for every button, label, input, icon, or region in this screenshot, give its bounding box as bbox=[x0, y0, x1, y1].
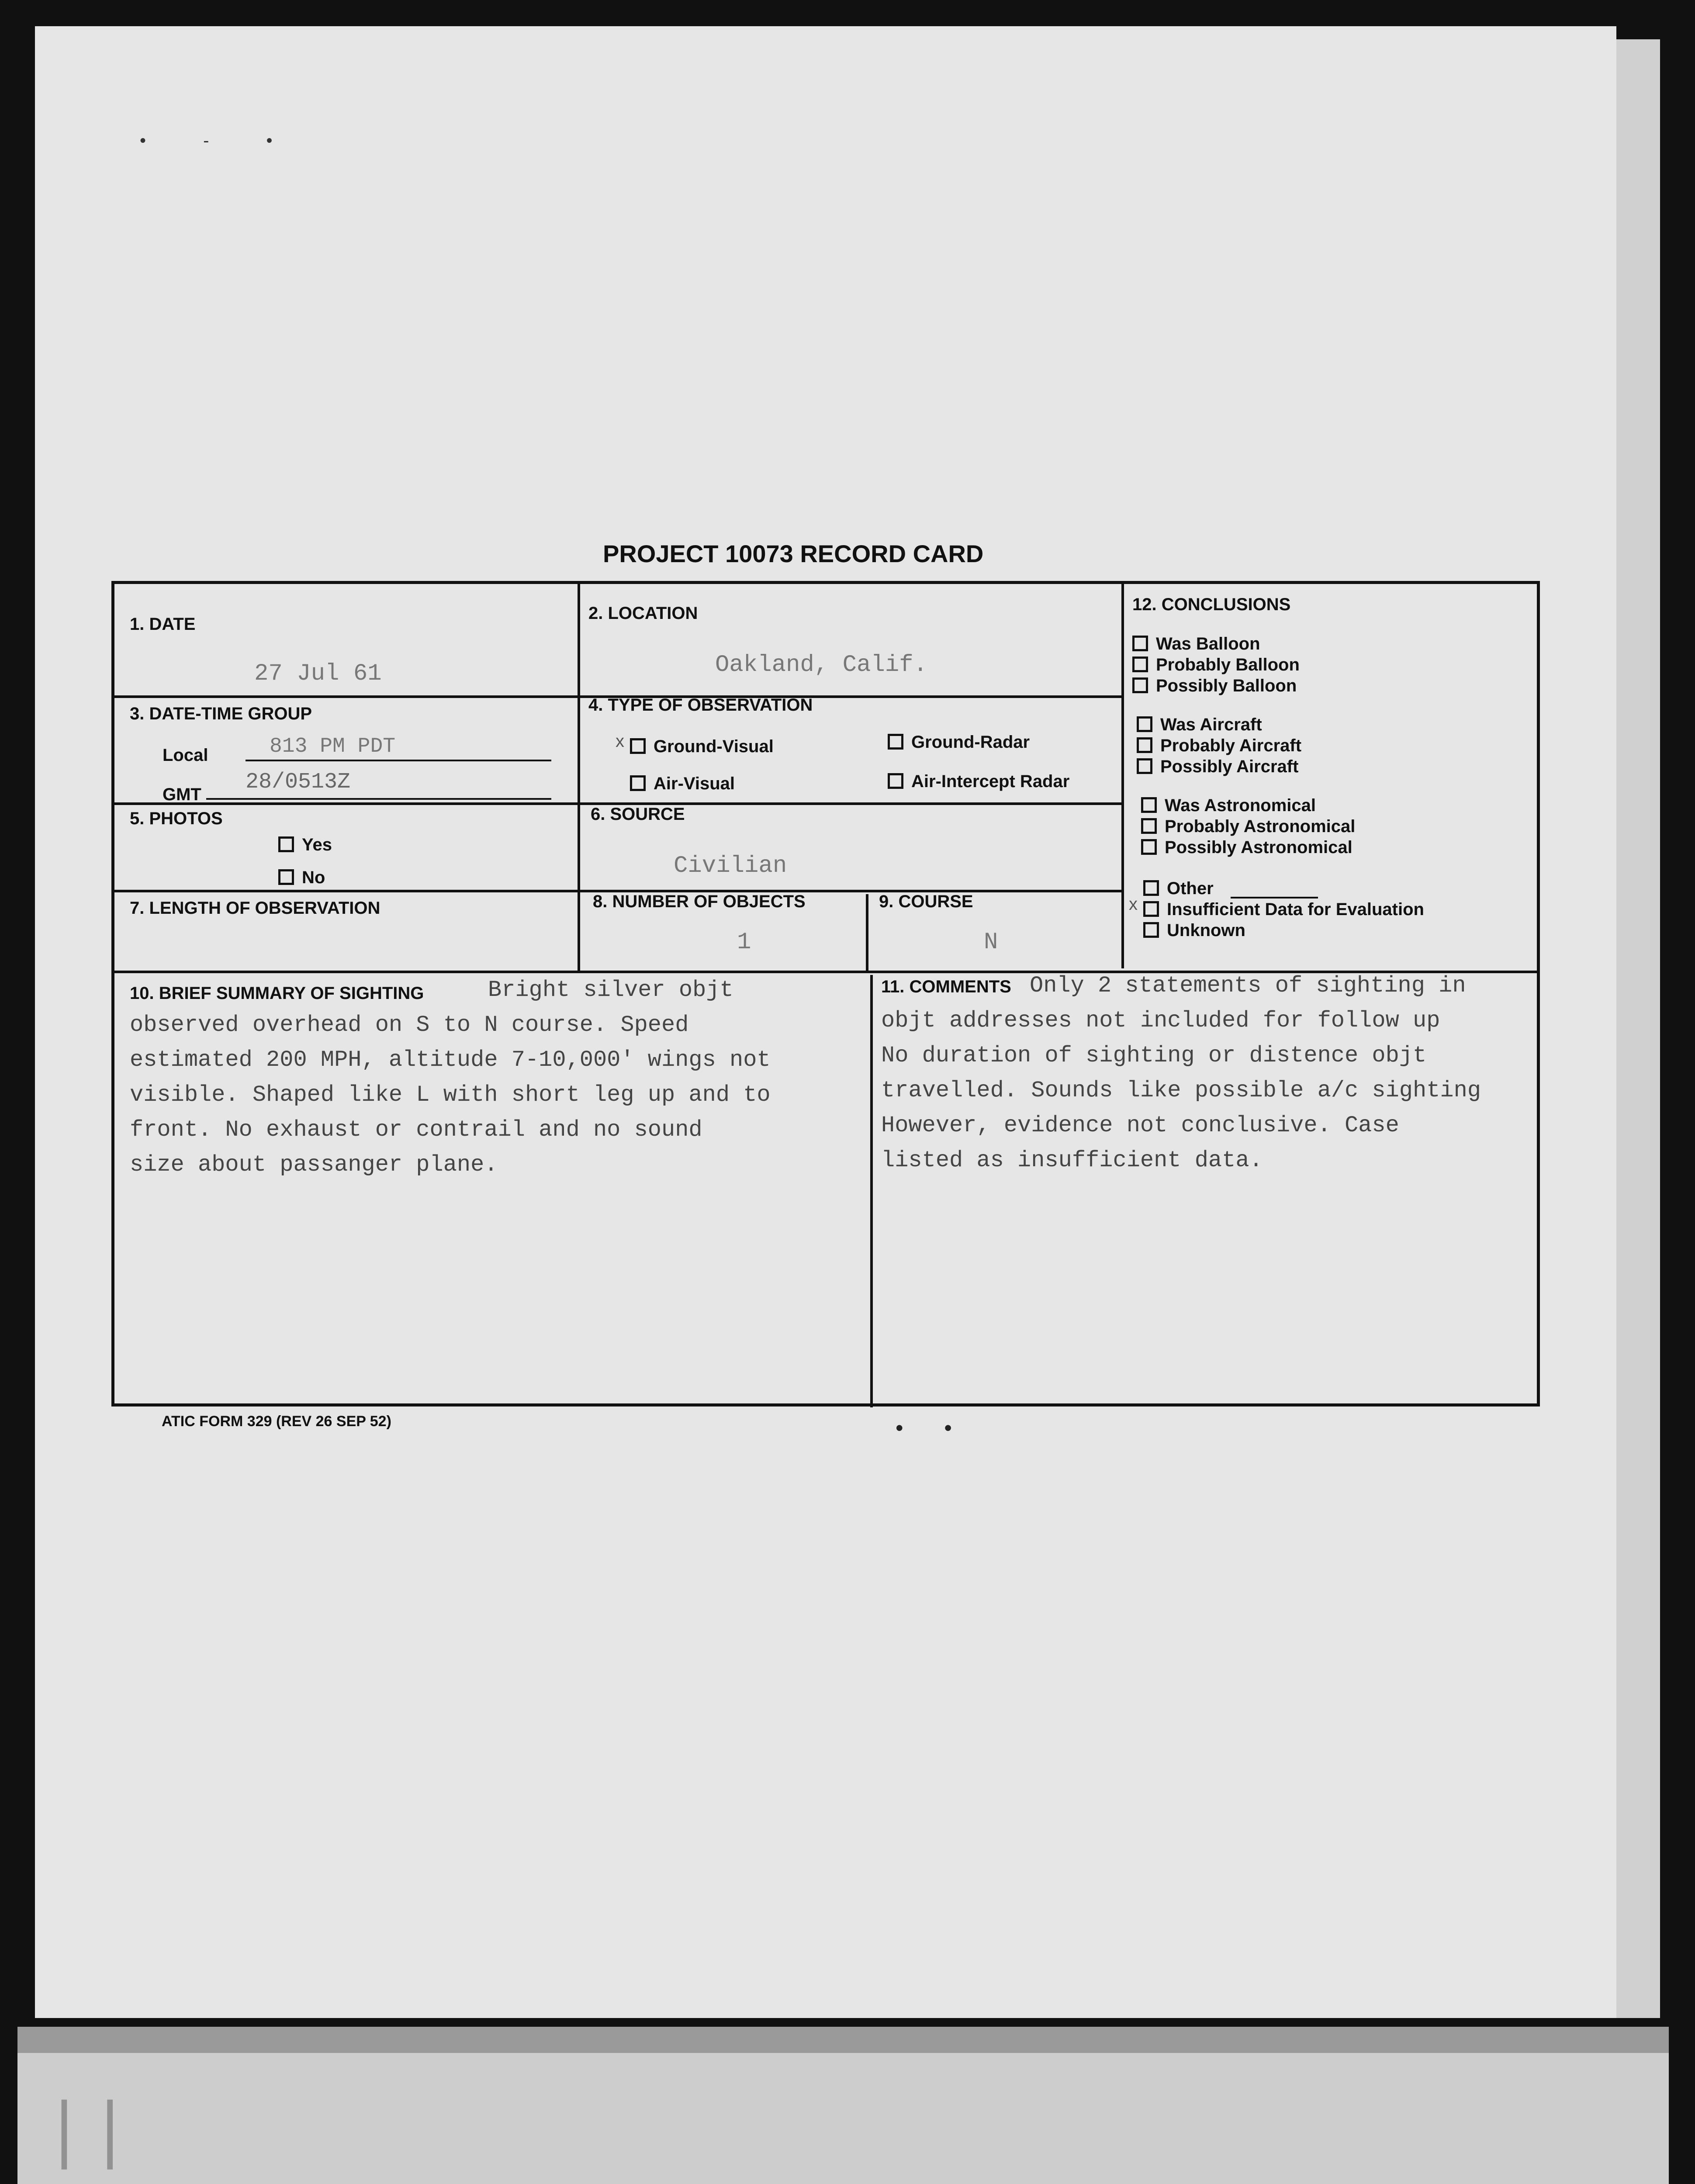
divider-v-conclusions bbox=[1121, 584, 1124, 968]
checkbox-photos-no-icon bbox=[278, 869, 294, 885]
checkbox-was-aircraft-icon bbox=[1137, 716, 1152, 732]
summary-line-1: Bright silver objt bbox=[488, 977, 733, 1003]
option-air-intercept-radar: Air-Intercept Radar bbox=[888, 772, 1069, 791]
checkbox-probably-aircraft-icon bbox=[1137, 737, 1152, 753]
conclusion-possibly-aircraft: Possibly Aircraft bbox=[1137, 757, 1298, 777]
conclusion-insufficient-data: xInsufficient Data for Evaluation bbox=[1143, 900, 1424, 919]
location-label: 2. LOCATION bbox=[588, 604, 698, 623]
option-photos-yes: Yes bbox=[278, 835, 332, 855]
conclusions-label: 12. CONCLUSIONS bbox=[1132, 595, 1291, 614]
checkbox-was-balloon-icon bbox=[1132, 636, 1148, 651]
num-objects-label: 8. NUMBER OF OBJECTS bbox=[593, 892, 806, 911]
option-ground-radar: Ground-Radar bbox=[888, 733, 1030, 752]
checkbox-other-icon bbox=[1143, 880, 1159, 896]
checkbox-unknown-icon bbox=[1143, 922, 1159, 938]
option-ground-visual: xGround-Visual bbox=[630, 737, 774, 757]
divider-v-left bbox=[578, 584, 580, 973]
form-footer: ATIC FORM 329 (REV 26 SEP 52) bbox=[162, 1413, 391, 1430]
other-underline bbox=[1231, 897, 1318, 898]
source-value: Civilian bbox=[674, 853, 787, 879]
dtg-label: 3. DATE-TIME GROUP bbox=[130, 704, 312, 723]
checkbox-probably-balloon-icon bbox=[1132, 657, 1148, 672]
conclusion-probably-balloon: Probably Balloon bbox=[1132, 655, 1300, 675]
course-value: N bbox=[984, 929, 998, 956]
checkbox-possibly-aircraft-icon bbox=[1137, 758, 1152, 774]
date-label: 1. DATE bbox=[130, 615, 196, 634]
conclusion-was-aircraft: Was Aircraft bbox=[1137, 715, 1262, 735]
summary-line-5: front. No exhaust or contrail and no sound bbox=[130, 1117, 702, 1143]
course-label: 9. COURSE bbox=[879, 892, 973, 911]
dtg-local-value: 813 PM PDT bbox=[270, 735, 396, 758]
summary-line-4: visible. Shaped like L with short leg up and to bbox=[130, 1082, 771, 1108]
summary-label: 10. BRIEF SUMMARY OF SIGHTING bbox=[130, 984, 424, 1003]
checkbox-air-intercept-radar-icon bbox=[888, 773, 903, 789]
comments-line-5: However, evidence not conclusive. Case bbox=[881, 1113, 1399, 1138]
option-photos-no: No bbox=[278, 868, 325, 888]
num-objects-value: 1 bbox=[737, 929, 751, 956]
checkbox-probably-astronomical-icon bbox=[1141, 818, 1157, 834]
conclusion-probably-aircraft: Probably Aircraft bbox=[1137, 736, 1301, 756]
checkbox-photos-yes-icon bbox=[278, 836, 294, 852]
lower-scan-strip bbox=[17, 2027, 1669, 2184]
checkbox-insufficient-data-icon bbox=[1143, 901, 1159, 917]
comments-label: 11. COMMENTS bbox=[881, 977, 1011, 996]
comments-line-1: Only 2 statements of sighting in bbox=[1030, 973, 1466, 999]
dtg-local-underline bbox=[246, 760, 551, 761]
summary-line-3: estimated 200 MPH, altitude 7-10,000' wings not bbox=[130, 1047, 771, 1073]
checkbox-possibly-balloon-icon bbox=[1132, 677, 1148, 693]
conclusion-was-balloon: Was Balloon bbox=[1132, 634, 1260, 654]
summary-line-2: observed overhead on S to N course. Speed bbox=[130, 1012, 689, 1038]
checkbox-ground-radar-icon bbox=[888, 734, 903, 750]
stray-marks: • - • bbox=[140, 131, 299, 150]
conclusion-other: Other bbox=[1143, 879, 1214, 898]
dtg-gmt-value: 28/0513Z bbox=[246, 770, 351, 795]
divider-v-comments bbox=[870, 975, 873, 1407]
dtg-gmt-underline bbox=[206, 798, 551, 800]
checkbox-ground-visual-icon bbox=[630, 738, 646, 754]
source-label: 6. SOURCE bbox=[591, 805, 685, 824]
dtg-local-label: Local bbox=[163, 746, 208, 765]
photos-label: 5. PHOTOS bbox=[130, 809, 223, 828]
divider-v-course bbox=[866, 894, 868, 973]
comments-line-6: listed as insufficient data. bbox=[881, 1147, 1263, 1173]
conclusion-was-astronomical: Was Astronomical bbox=[1141, 796, 1316, 816]
conclusion-possibly-balloon: Possibly Balloon bbox=[1132, 676, 1297, 696]
option-air-visual: Air-Visual bbox=[630, 774, 735, 794]
scribble-mark: | | bbox=[52, 2088, 122, 2170]
dtg-gmt-label: GMT bbox=[163, 785, 201, 804]
paper-edge bbox=[1616, 39, 1660, 2018]
summary-line-6: size about passanger plane. bbox=[130, 1152, 498, 1178]
conclusion-unknown: Unknown bbox=[1143, 921, 1245, 940]
record-card bbox=[111, 581, 1540, 1406]
comments-line-2: objt addresses not included for follow up bbox=[881, 1008, 1440, 1033]
length-label: 7. LENGTH OF OBSERVATION bbox=[130, 898, 381, 918]
conclusion-possibly-astronomical: Possibly Astronomical bbox=[1141, 838, 1353, 857]
comments-line-4: travelled. Sounds like possible a/c sighting bbox=[881, 1078, 1481, 1103]
stray-dots: • • bbox=[896, 1416, 969, 1440]
location-value: Oakland, Calif. bbox=[715, 652, 928, 678]
card-title: PROJECT 10073 RECORD CARD bbox=[603, 540, 984, 567]
comments-line-3: No duration of sighting or distence objt bbox=[881, 1043, 1427, 1068]
checkbox-air-visual-icon bbox=[630, 775, 646, 791]
conclusion-probably-astronomical: Probably Astronomical bbox=[1141, 817, 1355, 836]
type-obs-label: 4. TYPE OF OBSERVATION bbox=[588, 695, 813, 715]
date-value: 27 Jul 61 bbox=[254, 660, 382, 687]
checkbox-possibly-astronomical-icon bbox=[1141, 839, 1157, 855]
checkbox-was-astronomical-icon bbox=[1141, 797, 1157, 813]
